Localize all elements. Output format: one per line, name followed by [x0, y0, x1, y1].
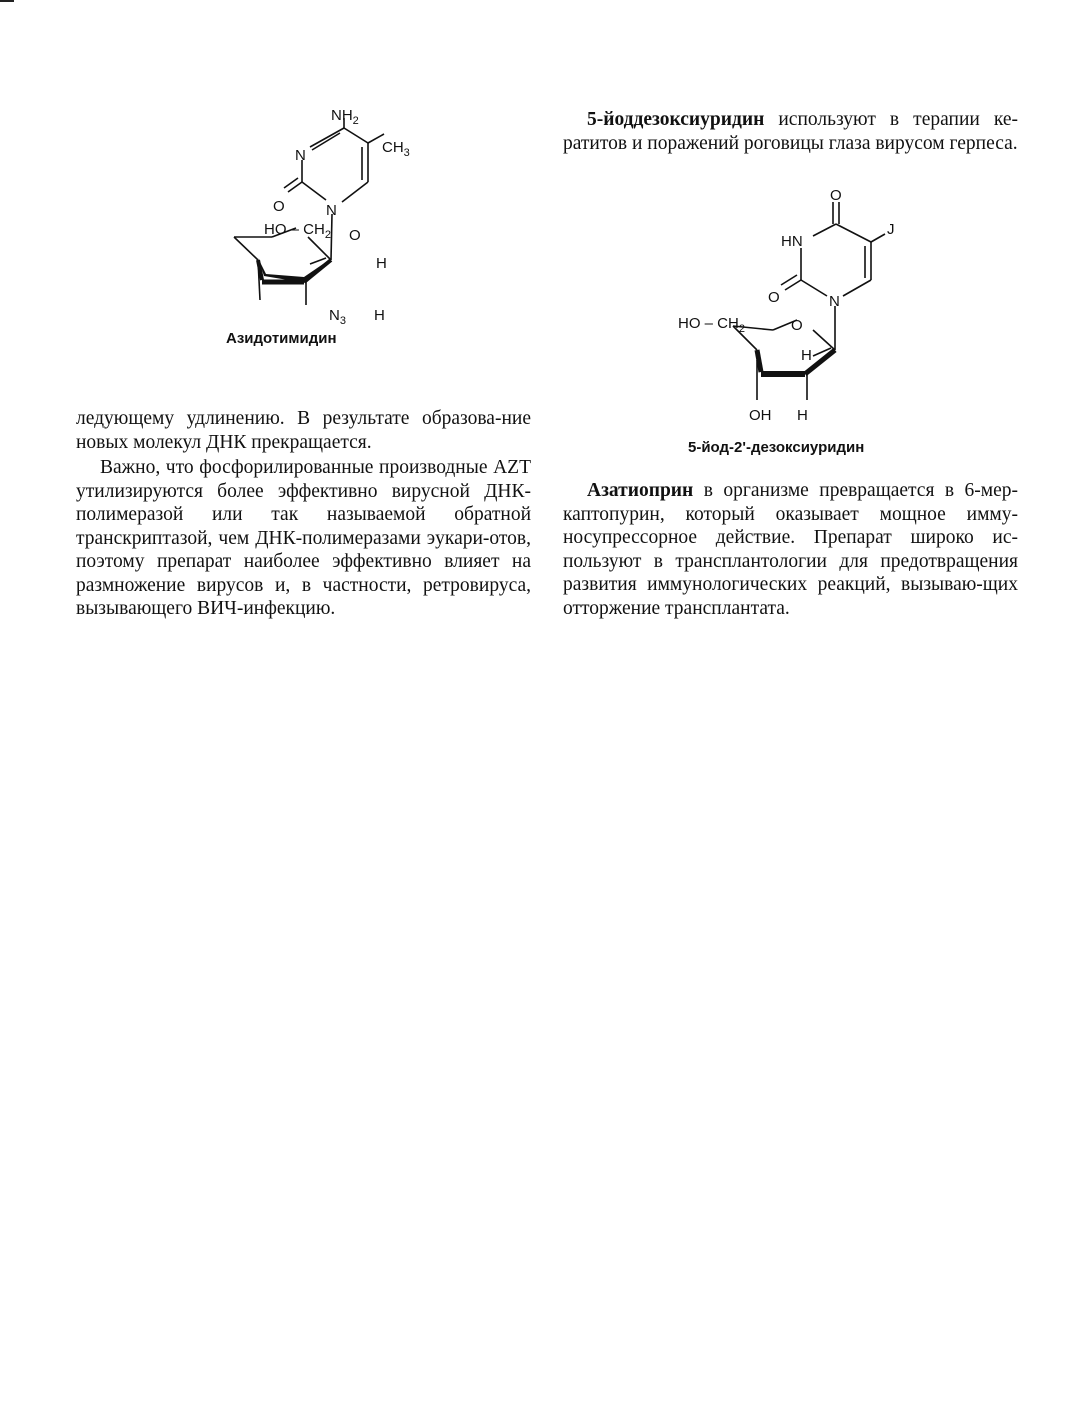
label-ch3: $CH_3$: [382, 139, 410, 159]
left-paragraph-2: Важно, что фосфорилированные производные AZT утилизируются более эффективно вирусной ДНК-полимеразой или так называемой обратной транскриптазой, чем ДНК-полимеразами эукари-отов, поэтому препарат наиболее эффективно влияет на размножение вирусов и, в частности, ретровируса, вызывающего ВИЧ-инфекцию.: [76, 457, 531, 619]
label-o-ring: O: [349, 227, 361, 244]
left-paragraph-1: ледующему удлинению. В результате образова-ние новых молекул ДНК прекращается.: [76, 408, 531, 453]
label-n-ring: N: [295, 147, 306, 164]
label-h-ring: H: [376, 255, 387, 272]
label-n-glyc-r: N: [829, 293, 840, 310]
label-h-bottom-r: H: [797, 407, 808, 424]
azidothymidine-caption: Азидотимидин: [226, 330, 337, 347]
label-o-carbonyl: O: [273, 198, 285, 215]
label-ho-ch2-r: HO – $CH_2$: [678, 315, 745, 335]
label-h-ring-r: H: [801, 347, 812, 364]
right-paragraph-2: [563, 479, 1018, 620]
iododeoxyuridine-term: 5-йоддезоксиуридин: [587, 109, 765, 130]
label-nh2: $NH_2$: [331, 107, 359, 127]
label-o-ring-r: O: [791, 317, 803, 334]
corner-mark: [0, 0, 14, 2]
right-paragraph-1: [563, 108, 1018, 155]
label-oh: OH: [749, 407, 772, 424]
azathioprine-term: Азатиоприн: [587, 480, 694, 501]
label-hn: HN: [781, 233, 803, 250]
label-n3: $N_3$: [329, 307, 346, 327]
label-o-carbonyl-r: O: [768, 289, 780, 306]
right-paragraph-1-text: используют в терапии ке-ратитов и поражений роговицы глаза вирусом герпеса.: [563, 109, 1018, 154]
label-o-top: O: [830, 187, 842, 204]
label-j: J: [887, 221, 895, 238]
right-paragraph-2-text: в организме превращается в 6-мер-каптопурин, который оказывает мощное имму-носупрессорное действие. Препарат широко ис-пользуют в трансплантологии для предотвращения развития иммунологических реакций, вызываю-щих отторжение трансплантата.: [563, 480, 1018, 619]
iododeoxyuridine-diagram: [673, 180, 933, 430]
iododeoxyuridine-caption: 5-йод-2'-дезоксиуридин: [688, 439, 865, 456]
label-h-bottom: H: [374, 307, 385, 324]
azidothymidine-structure: [176, 100, 436, 330]
label-ho-ch2: HO – $CH_2$: [264, 221, 331, 241]
azidothymidine-diagram: [176, 100, 436, 330]
label-n-glyc: N: [326, 202, 337, 219]
iododeoxyuridine-structure: [673, 180, 933, 430]
